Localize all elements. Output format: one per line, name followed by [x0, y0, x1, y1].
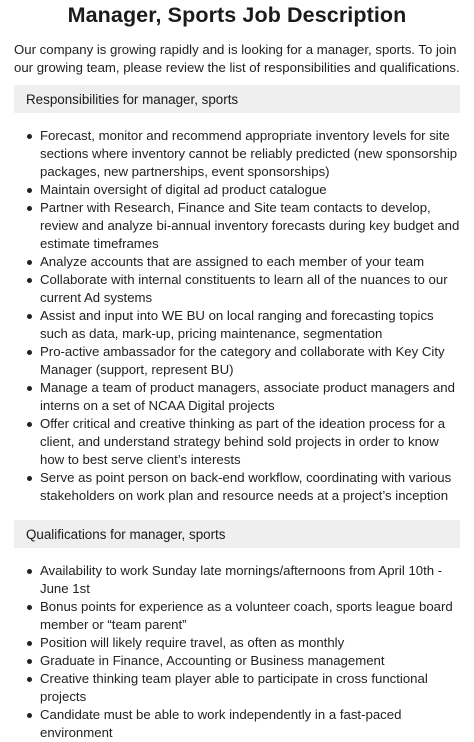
list-item: Bonus points for experience as a volunteer coach, sports league board member or “team parent” [26, 598, 460, 634]
list-item: Manage a team of product managers, associate product managers and interns on a set of NCAA Digital projects [26, 379, 460, 415]
responsibilities-heading-label: Responsibilities for manager, sports [26, 91, 239, 107]
list-item: Assist and input into WE BU on local ranging and forecasting topics such as data, mark-up, pricing maintenance, segmentation [26, 307, 460, 343]
list-item: Forecast, monitor and recommend appropriate inventory levels for site sections where inventory cannot be reliably predicted (new sponsorship packages, new partnerships, event sponsorships) [26, 127, 460, 181]
responsibilities-heading [14, 85, 460, 113]
list-item: Availability to work Sunday late mornings/afternoons from April 10th - June 1st [26, 562, 460, 598]
list-item: Serve as point person on back-end workflow, coordinating with various stakeholders on work plan and resource needs at a project’s inception [26, 469, 460, 505]
qualifications-heading [14, 520, 460, 548]
list-item: Graduate in Finance, Accounting or Business management [26, 652, 460, 670]
responsibilities-list [14, 127, 460, 505]
list-item: Position will likely require travel, as often as monthly [26, 634, 460, 652]
list-item: Analyze accounts that are assigned to each member of your team [26, 253, 460, 271]
qualifications-list [14, 562, 460, 742]
page-title: Manager, Sports Job Description [67, 3, 407, 27]
list-item: Pro-active ambassador for the category and collaborate with Key City Manager (support, represent BU) [26, 343, 460, 379]
list-item: Offer critical and creative thinking as part of the ideation process for a client, and understand strategy behind sold projects in order to know how to best serve client’s interests [26, 415, 460, 469]
list-item: Candidate must be able to work independently in a fast-paced environment [26, 706, 460, 742]
qualifications-heading-label: Qualifications for manager, sports [26, 526, 226, 542]
list-item: Creative thinking team player able to participate in cross functional projects [26, 670, 460, 706]
list-item: Partner with Research, Finance and Site team contacts to develop, review and analyze bi-annual inventory forecasts during key budget and estimate timeframes [26, 199, 460, 253]
list-item: Maintain oversight of digital ad product catalogue [26, 181, 460, 199]
intro-paragraph: Our company is growing rapidly and is looking for a manager, sports. To join our growing team, please review the list of responsibilities and qualifications. [14, 42, 460, 75]
list-item: Collaborate with internal constituents to learn all of the nuances to our current Ad systems [26, 271, 460, 307]
